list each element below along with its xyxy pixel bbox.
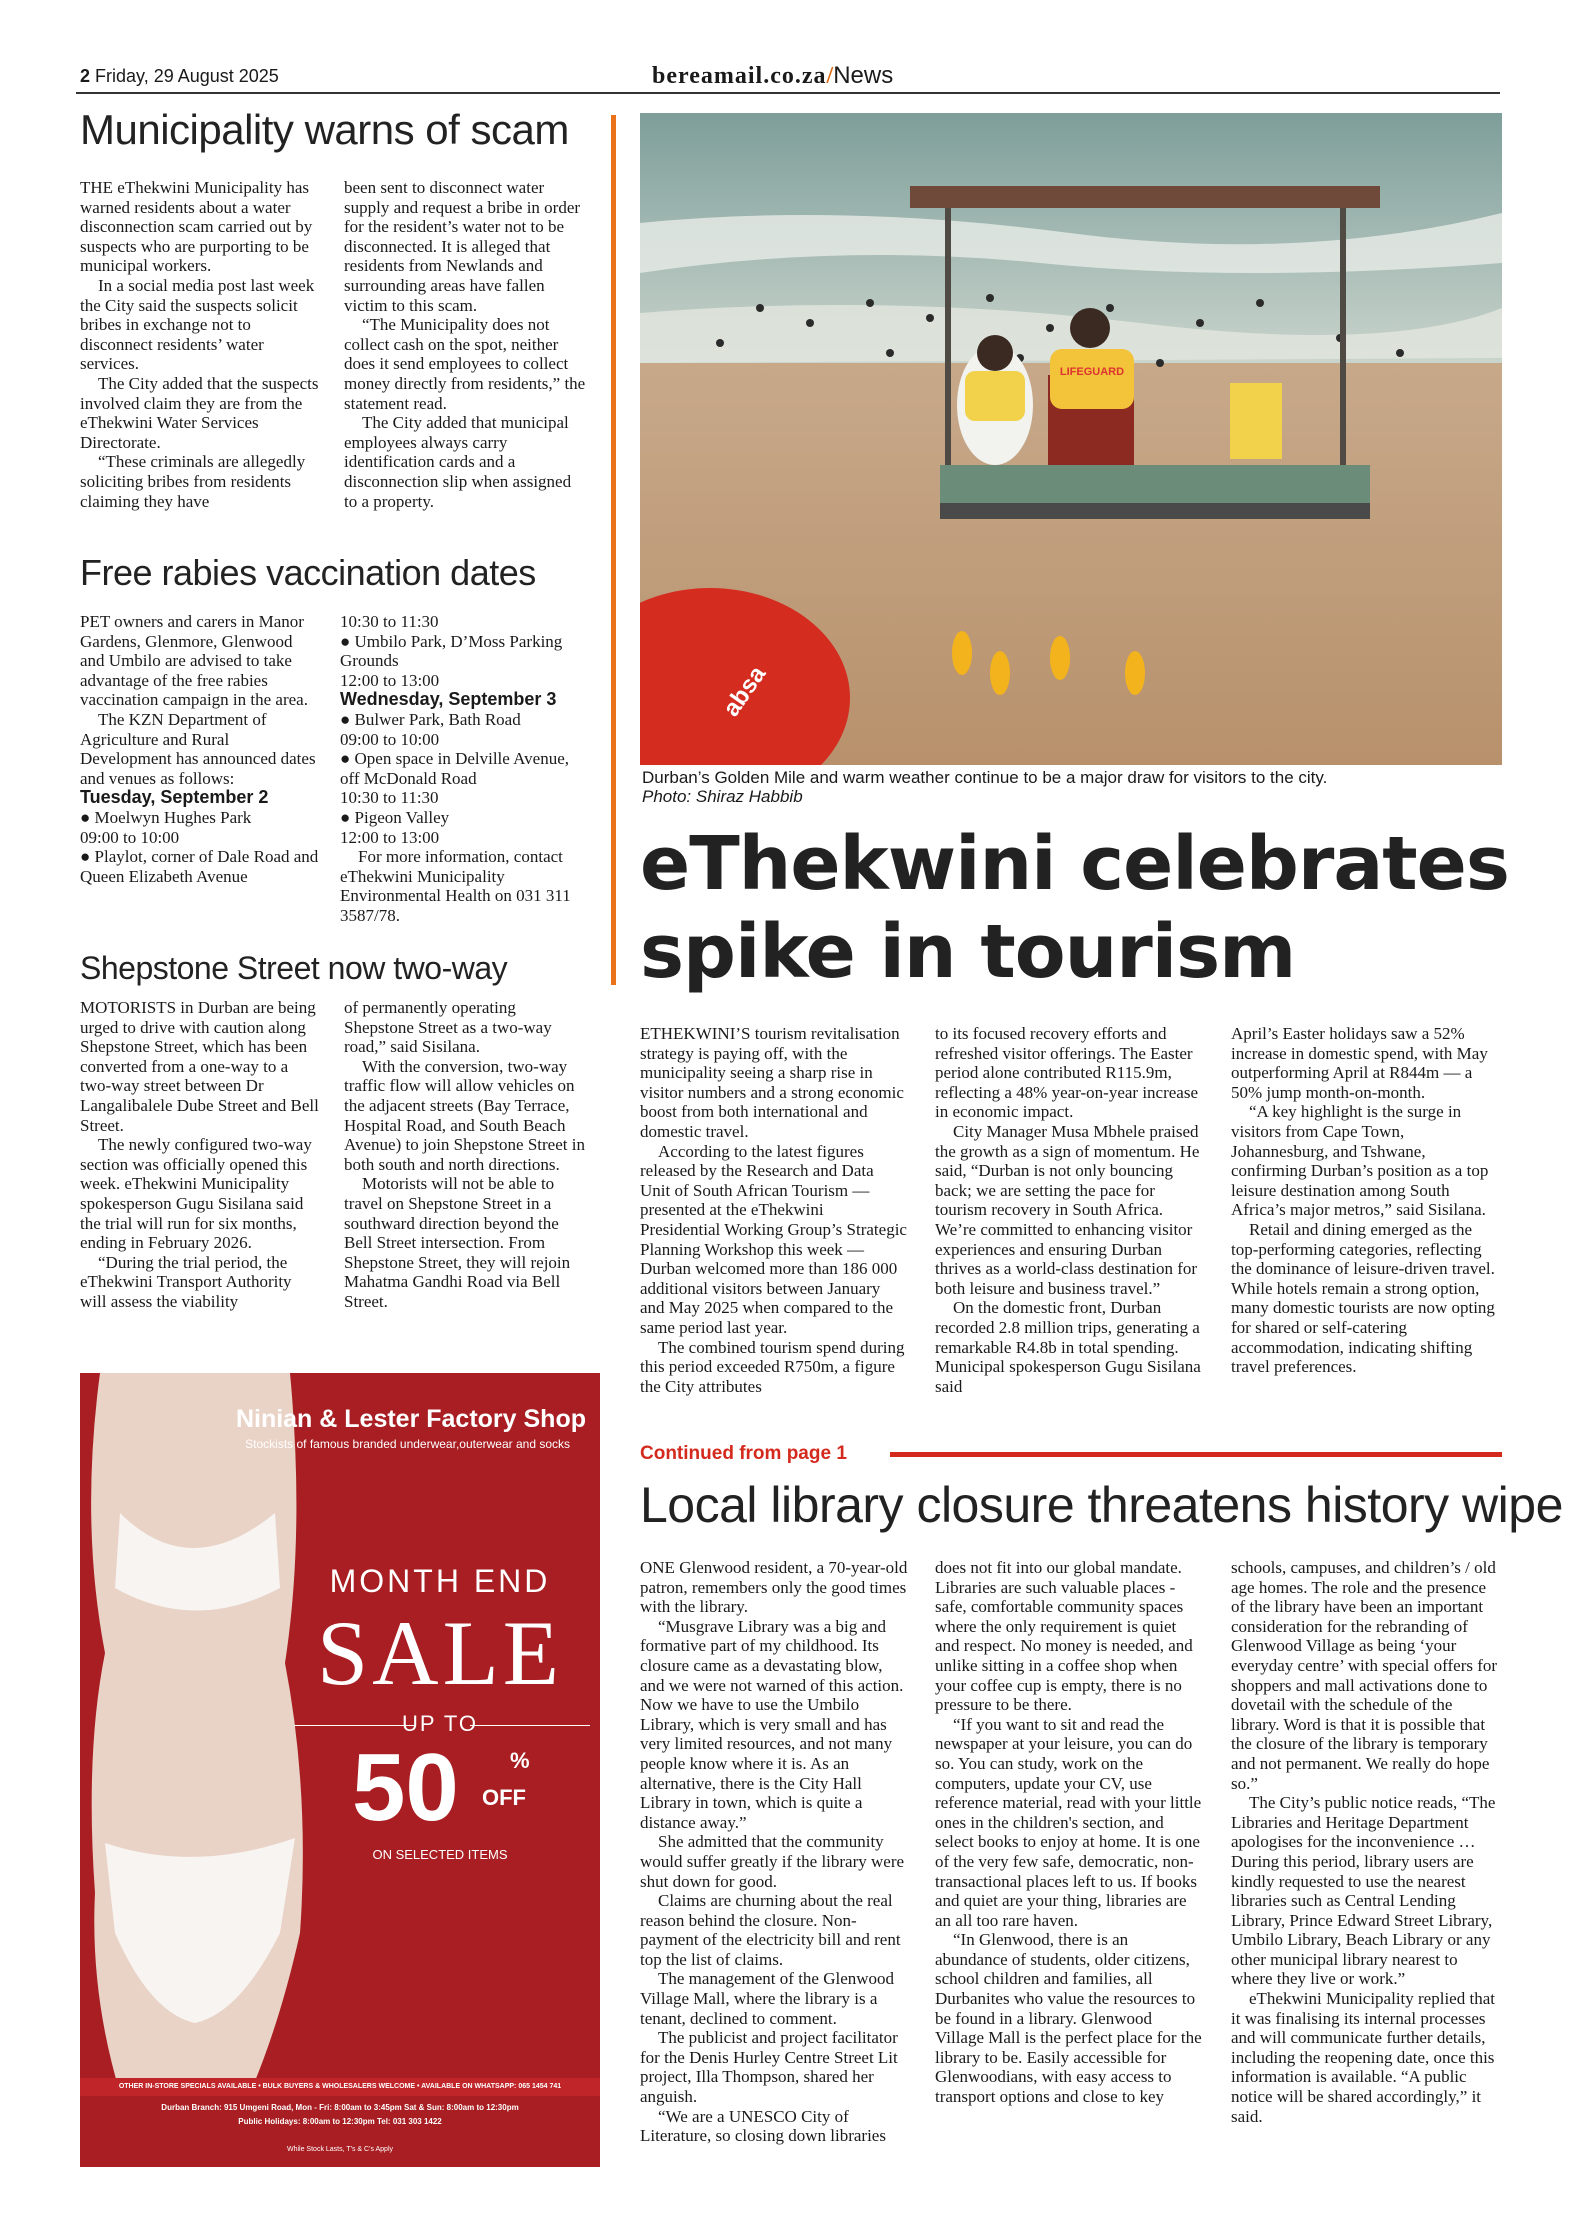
shepstone-paragraph: “During the trial period, the eThekwini Transport Authority will assess the viability [80,1252,292,1311]
tourism-column-3 [1231,1024,1501,1377]
shepstone-headline: Shepstone Street now two-way [80,950,508,986]
library-headline: Local library closure threatens history wipe [640,1477,1563,1533]
caption-text: Durban’s Golden Mile and warm weather continue to be a major draw for visitors to the city. [642,768,1328,787]
shepstone-paragraph: The newly configured two-way section was officially opened this week. eThekwini Municipality spokesperson Gugu Sisilana said the trial will run for six months, ending in February 2026. [80,1135,312,1253]
rabies-column-2 [340,612,590,926]
lifeguard-label: LIFEGUARD [1059,366,1125,378]
scam-paragraph: In a social media post last week the City said the suspects solicit bribes in exchange not to disconnect residents’ water services. [80,275,315,374]
ad-percent-number: 50 [352,1734,459,1841]
scam-paragraph: “The Municipality does not collect cash on the spot, neither does it send employees to collect money directly from residents,” the statement read. [344,315,586,413]
yellow-towel [1230,383,1282,459]
library-paragraph: “In Glenwood, there is an abundance of students, older citizens, school children and families, all Durbanites who value the resources to be found in a library. Glenwood Village Mall is the perfect place for the library to be. Easily accessible for Glenwoodians, with easy access to transport options and close to key [935,1930,1202,2107]
photo-caption [642,768,1502,806]
scam-paragraph: The City added that the suspects involved claim they are from the eThekwini Water Services Directorate. [80,373,319,452]
rabies-day-heading: Tuesday, September 2 [80,787,269,808]
masthead-separator: / [826,63,834,89]
ad-brand: Ninian & Lester Factory Shop [235,1405,586,1433]
ad-sale: SALE [317,1602,563,1704]
photo-credit: Photo: Shiraz Habbib [642,787,803,806]
scam-headline: Municipality warns of scam [80,106,569,153]
rabies-venue: ● Open space in Delville Avenue, off McDonald Road [340,749,569,788]
rabies-headline: Free rabies vaccination dates [80,552,536,593]
tourism-paragraph: City Manager Musa Mbhele praised the growth as a sign of momentum. He said, “Durban is not only bouncing back; we are setting the pace for tourism recovery in South Africa. We’re committed to enhancing visitor experiences and ensuring Durban thrives as a world-class destination for both leisure and business travel.” [935,1121,1200,1298]
tourism-paragraph: According to the latest figures released by the Research and Data Unit of South African Tourism — presented at the eThekwini Presidential Working Group’s Strategic Planning Workshop this week — Durban welcomed more than 186 000 additional visitors between January and May 2025 when compared to the same period last year. [640,1141,907,1337]
rabies-column-1 [80,612,320,886]
site-name[interactable]: bereamail.co.za [652,63,827,89]
issue-date: Friday, 29 August 2025 [95,66,279,86]
rabies-time: 12:00 to 13:00 [340,827,440,847]
rabies-venue: ● Umbilo Park, D’Moss Parking Grounds [340,631,563,671]
page-folio [80,66,279,87]
continued-label: Continued from page 1 [640,1443,847,1464]
ad-footnote: While Stock Lasts, T's & C's Apply [286,2146,394,2153]
ad-percent-sign: % [510,1748,530,1773]
library-column-3 [1231,1558,1501,2126]
rabies-paragraph: PET owners and carers in Manor Gardens, Glenmore, Glenwood and Umbilo are advised to take advantage of the free rabies vaccination campaign in the area. [80,612,308,710]
tourism-column-1 [640,1024,908,1396]
tourism-column-2 [935,1024,1203,1396]
tourism-paragraph: April’s Easter holidays saw a 52% increase in domestic spend, with May outperforming April at R844m — a 50% jump month-on-month. [1231,1024,1488,1102]
ad-up-to: UP TO [401,1711,479,1736]
tower-canopy [910,186,1380,208]
library-paragraph: The City’s public notice reads, “The Libraries and Heritage Department apologises for the inconvenience … During this period, library users are kindly requested to use the nearest libraries such as Central Lending Library, Prince Edward Street Library, Umbilo Library, Beach Library or any other municipal library nearest to where they live or work.” [1231,1793,1496,1989]
rabies-time: 09:00 to 10:00 [80,827,180,847]
library-paragraph: The publicist and project facilitator for the Denis Hurley Centre Street Lit project, Illa Thompson, shared her anguish. [640,2028,898,2107]
rabies-time: 10:30 to 11:30 [340,612,439,631]
library-paragraph: ONE Glenwood resident, a 70-year-old patron, remembers only the good times with the library. [640,1558,908,1617]
umbrella-logo: absa [717,661,772,722]
rabies-venue: ● Moelwyn Hughes Park [80,807,252,827]
column-divider [611,115,616,985]
ad-banner: OTHER IN-STORE SPECIALS AVAILABLE • BULK BUYERS & WHOLESALERS WELCOME • AVAILABLE ON WHATSAPP: 065 1454 741 [80,2078,600,2096]
ad-month-end: MONTH END [329,1563,551,1599]
scam-paragraph: “These criminals are allegedly soliciting bribes from residents claiming they have [80,452,306,511]
factory-shop-ad[interactable] [80,1373,600,2167]
shepstone-paragraph: MOTORISTS in Durban are being urged to drive with caution along Shepstone Street, which has been converted from a one-way to a two-way street between Dr Langalibalele Dube Street and Bell Street. [80,998,319,1135]
rabies-time: 09:00 to 10:00 [340,729,440,749]
tourism-paragraph: The combined tourism spend during this period exceeded R750m, a figure the City attributes [640,1337,905,1396]
tourism-paragraph: to its focused recovery efforts and refreshed visitor offerings. The Easter period alone contributed R115.9m, reflecting a 48% year-on-year increase in economic impact. [935,1024,1199,1122]
ad-selected-items: ON SELECTED ITEMS [372,1847,508,1862]
shepstone-column-1 [80,998,320,1312]
tourism-paragraph: Retail and dining emerged as the top-performing categories, reflecting the dominance of leisure-driven travel. While hotels remain a strong option, many domestic tourists are now opting for shared or self-catering accommodation, indicating shifting travel preferences. [1231,1219,1495,1377]
continued-rule [890,1452,1502,1457]
lifeguard-shirt [1050,349,1134,409]
library-paragraph: does not fit into our global mandate. Libraries are such valuable places - safe, comfortable community spaces where the only requirement is quiet and respect. No money is needed, and unlike sitting in a coffee shop when your coffee cup is empty, there is no pressure to be there. [935,1558,1193,1715]
section-name: News [833,62,894,89]
ad-off: OFF [482,1785,526,1810]
ad-model-illustration [80,1373,310,2093]
library-paragraph: “Musgrave Library was a big and formative part of my childhood. Its closure came as a devastating blow, and we were not warned of this action. Now we have to use the Umbilo Library, which is very small and has very limited resources, and not many people know where it is. As an alternative, there is the City Hall Library in town, which is quite a distance away.” [640,1616,904,1832]
beach-illustration [640,113,1502,765]
rabies-time: 10:30 to 11:30 [340,788,439,808]
rabies-venue: ● Bulwer Park, Bath Road [340,709,521,729]
library-paragraph: “If you want to sit and read the newspaper at your leisure, you can do so. You can study, work on the computers, update your CV, use reference material, read with your little ones in the children's section, and select books to enjoy at home. It is one of the very few safe, democratic, non-transactional places left to us. If books and quiet are your thing, libraries are an all too rare haven. [935,1714,1202,1930]
library-paragraph: “We are a UNESCO City of Literature, so closing down libraries [640,2106,886,2146]
rabies-paragraph: The KZN Department of Agriculture and Rural Development has announced dates and venues as follows: [80,709,316,788]
tourism-headline-line2: spike in tourism [640,909,1296,995]
tourism-paragraph: “A key highlight is the surge in visitors from Cape Town, Johannesburg, and Tshwane, confirming Durban’s position as a top leisure destination among South Africa’s major metros,” said Sisilana. [1231,1102,1489,1220]
rabies-time: 12:00 to 13:00 [340,670,440,690]
library-paragraph: schools, campuses, and children’s / old age homes. The role and the presence of the library have been an important consideration for the rebranding of Glenwood Village as being ‘your everyday centre’ with special offers for shoppers and mall activations done to dovetail with the schedule of the library. Word is that it is possible that the closure of the library is temporary and not permanent. We really do hope so.” [1231,1558,1498,1793]
library-paragraph: She admitted that the community would suffer greatly if the library were shut down for good. [640,1832,905,1891]
library-paragraph: The management of the Glenwood Village Mall, where the library is a tenant, declined to comment. [640,1969,895,2028]
scam-paragraph: been sent to disconnect water supply and request a bribe in order for the resident’s water not to be disconnected. It is alleged that residents from Newlands and surrounding areas have fallen victim to this scam. [344,178,581,315]
library-column-1 [640,1558,908,2146]
rabies-closing: For more information, contact eThekwini Municipality Environmental Health on 031 311 3587/78. [340,847,571,925]
tourism-paragraph: ETHEKWINI’S tourism revitalisation strategy is paying off, with the municipality seeing a sharp rise in visitor numbers and a strong economic boost from both international and domestic travel. [640,1024,904,1141]
library-column-2 [935,1558,1203,2107]
library-paragraph: Claims are churning about the real reason behind the closure. Non-payment of the electricity bill and rent top the list of claims. [640,1891,901,1969]
header-rule [76,92,1500,94]
page-number: 2 [80,66,91,86]
shepstone-paragraph: With the conversion, two-way traffic flow will allow vehicles on the adjacent streets (Bay Terrace, Hospital Road, and South Beach Avenue) to join Shepstone Street in both south and north directions. [344,1056,585,1174]
ad-branch-info: Durban Branch: 915 Umgeni Road, Mon - Fri: 8:00am to 3:45pm Sat & Sun: 8:00am to 12:30pm [161,2103,519,2112]
library-paragraph: eThekwini Municipality replied that it was finalising its internal processes and will communicate further details, including the reopening date, once this information is available. “A public notice will be shared accordingly,” it said. [1231,1989,1495,2126]
shepstone-paragraph: of permanently operating Shepstone Street as a two-way road,” said Sisilana. [344,998,552,1057]
tourism-headline [640,820,1520,996]
beach-photo [640,113,1502,765]
scam-column-2 [344,178,588,511]
rabies-venue: ● Playlot, corner of Dale Road and Queen Elizabeth Avenue [80,847,319,886]
rabies-venue: ● Pigeon Valley [340,807,450,827]
shepstone-paragraph: Motorists will not be able to travel on Shepstone Street in a southward direction beyond the Bell Street intersection. From Shepstone Street, they will rejoin Mahatma Gandhi Road via Bell Street. [344,1174,571,1311]
tourism-paragraph: On the domestic front, Durban recorded 2.8 million trips, generating a remarkable R4.8b in total spending. Municipal spokesperson Gugu Sisilana said [935,1298,1201,1396]
tower-platform [940,465,1370,503]
rabies-day-heading: Wednesday, September 3 [340,689,557,710]
tourism-headline-line1: eThekwini celebrates [640,821,1509,907]
scam-paragraph: THE eThekwini Municipality has warned residents about a water disconnection scam carried out by suspects who are purporting to be municipal workers. [80,178,313,276]
shepstone-column-2 [344,998,588,1312]
scam-paragraph: The City added that municipal employees always carry identification cards and a disconnection slip when assigned to a property. [344,413,572,511]
masthead [652,62,893,90]
scam-column-1 [80,178,320,511]
ad-holiday-info: Public Holidays: 8:00am to 12:30pm Tel: 031 303 1422 [238,2117,442,2126]
ad-tagline: Stockists of famous branded underwear,outerwear and socks [245,1437,570,1451]
